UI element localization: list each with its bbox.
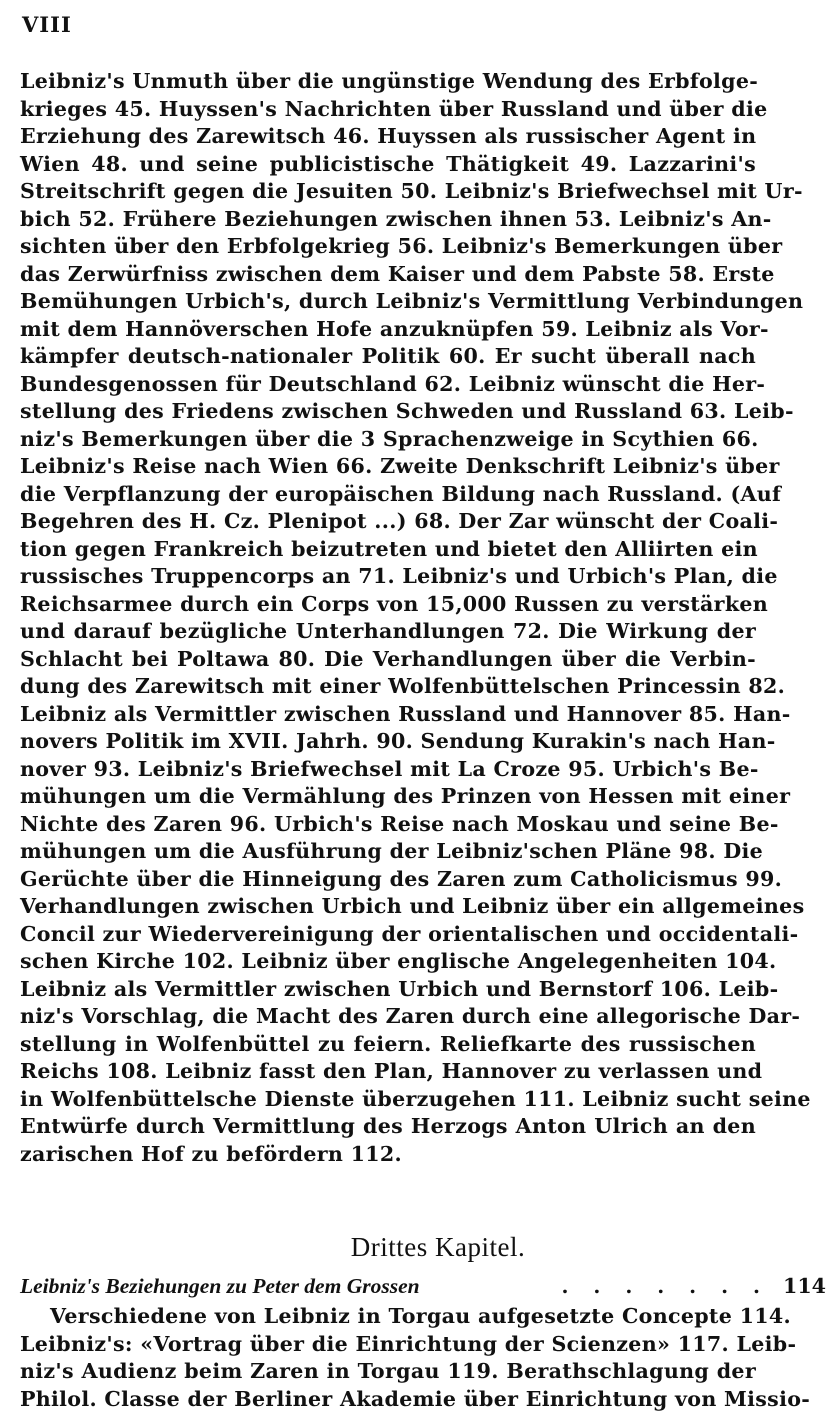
text-line: kämpfer deutsch-nationaler Politik 60. Er sucht überall nach	[20, 344, 756, 368]
text-line: Reichs 108. Leibniz fasst den Plan, Hannover zu verlassen und	[20, 1059, 763, 1083]
text-line: mit dem Hannöverschen Hofe anzuknüpfen 59. Leibniz als Vor-	[20, 316, 769, 341]
text-line: niz's Audienz beim Zaren in Torgau 119. Berathschlagung der	[20, 1359, 756, 1383]
chapter-summary-text	[20, 1303, 811, 1413]
text-line: Philol. Classe der Berliner Akademie über Einrichtung von Missio-	[20, 1386, 811, 1411]
text-line: Leibniz's Reise nach Wien 66. Zweite Denkschrift Leibniz's über	[20, 454, 780, 478]
text-line: novers Politik im XVII. Jahrh. 90. Sendung Kurakin's nach Han-	[20, 729, 776, 753]
text-line: das Zerwürfniss zwischen dem Kaiser und dem Pabste 58. Erste	[20, 261, 775, 286]
text-line: Entwürfe durch Vermittlung des Herzogs Anton Ulrich an den	[20, 1114, 756, 1138]
text-line: die Verpflanzung der europäischen Bildung nach Russland. (Auf	[20, 481, 782, 506]
chapter-page-number: 114	[783, 1274, 826, 1298]
text-line: Begehren des H. Cz. Plenipot ...) 68. Der Zar wünscht der Coali-	[20, 509, 779, 533]
continued-summary-text	[20, 68, 811, 1168]
text-line: Verschiedene von Leibniz in Torgau aufgesetzte Concepte 114.	[50, 1304, 791, 1328]
text-line: stellung des Friedens zwischen Schweden und Russland 63. Leib-	[20, 399, 794, 423]
text-line: mühungen um die Vermählung des Prinzen von Hessen mit einer	[20, 784, 791, 808]
text-line: niz's Bemerkungen über die 3 Sprachenzweige in Scythien 66.	[20, 426, 759, 451]
text-line: schen Kirche 102. Leibniz über englische Angelegenheiten 104.	[20, 949, 777, 973]
text-line: Leibniz als Vermittler zwischen Russland und Hannover 85. Han-	[20, 701, 791, 726]
text-line: niz's Vorschlag, die Macht des Zaren durch eine allegorische Dar-	[20, 1004, 801, 1028]
text-line: Wien 48. und seine publicistische Thätigkeit 49. Lazzarini's	[20, 151, 756, 176]
text-line: Verhandlungen zwischen Urbich und Leibniz über ein allgemeines	[20, 894, 805, 918]
text-line: Leibniz als Vermittler zwischen Urbich und Bernstorf 106. Leib-	[20, 976, 779, 1001]
text-line: tion gegen Frankreich beizutreten und bietet den Alliirten ein	[20, 536, 758, 561]
text-line: Gerüchte über die Hinneigung des Zaren zum Catholicismus 99.	[20, 866, 783, 891]
text-line: zarischen Hof zu befördern 112.	[20, 1141, 403, 1166]
text-line: bich 52. Frühere Beziehungen zwischen ihnen 53. Leibniz's An-	[20, 206, 772, 231]
text-line: Schlacht bei Poltawa 80. Die Verhandlungen über die Verbin-	[20, 646, 756, 671]
text-line: Nichte des Zaren 96. Urbich's Reise nach Moskau und seine Be-	[20, 811, 779, 836]
text-line: nover 93. Leibniz's Briefwechsel mit La Croze 95. Urbich's Be-	[20, 756, 759, 781]
chapter-heading: Drittes Kapitel.	[350, 1232, 526, 1262]
text-line: krieges 45. Huyssen's Nachrichten über Russland und über die	[20, 96, 768, 121]
text-line: stellung in Wolfenbüttel zu feiern. Reliefkarte des russischen	[20, 1031, 756, 1056]
text-line: und darauf bezügliche Unterhandlungen 72. Die Wirkung der	[20, 619, 756, 643]
text-line: mühungen um die Ausführung der Leibniz'schen Pläne 98. Die	[20, 839, 764, 863]
text-line: russisches Truppencorps an 71. Leibniz's und Urbich's Plan, die	[20, 564, 778, 588]
text-line: Reichsarmee durch ein Corps von 15,000 Russen zu verstärken	[20, 591, 769, 616]
text-line: Leibniz's: «Vortrag über die Einrichtung der Scienzen» 117. Leib-	[20, 1331, 797, 1356]
text-line: Bemühungen Urbich's, durch Leibniz's Vermittlung Verbindungen	[20, 289, 804, 313]
text-line: Bundesgenossen für Deutschland 62. Leibniz wünscht die Her-	[20, 371, 766, 396]
toc-entry	[20, 1271, 826, 1301]
text-line: dung des Zarewitsch mit einer Wolfenbüttelschen Princessin 82.	[20, 674, 786, 698]
page-number: VIII	[22, 12, 72, 37]
dot-leader: . . . . . . .	[561, 1274, 769, 1298]
text-line: in Wolfenbüttelsche Dienste überzugehen 111. Leibniz sucht seine	[20, 1086, 811, 1111]
text-line: sichten über den Erbfolgekrieg 56. Leibniz's Bemerkungen über	[20, 234, 783, 258]
chapter-title: Leibniz's Beziehungen zu Peter dem Grossen	[20, 1274, 420, 1298]
text-line: Erziehung des Zarewitsch 46. Huyssen als russischer Agent in	[20, 124, 757, 148]
text-line: Leibniz's Unmuth über die ungünstige Wendung des Erbfolge-	[20, 69, 759, 93]
text-line: Concil zur Wiedervereinigung der orientalischen und occidentali-	[20, 921, 799, 946]
text-line: Streitschrift gegen die Jesuiten 50. Leibniz's Briefwechsel mit Ur-	[20, 179, 803, 203]
